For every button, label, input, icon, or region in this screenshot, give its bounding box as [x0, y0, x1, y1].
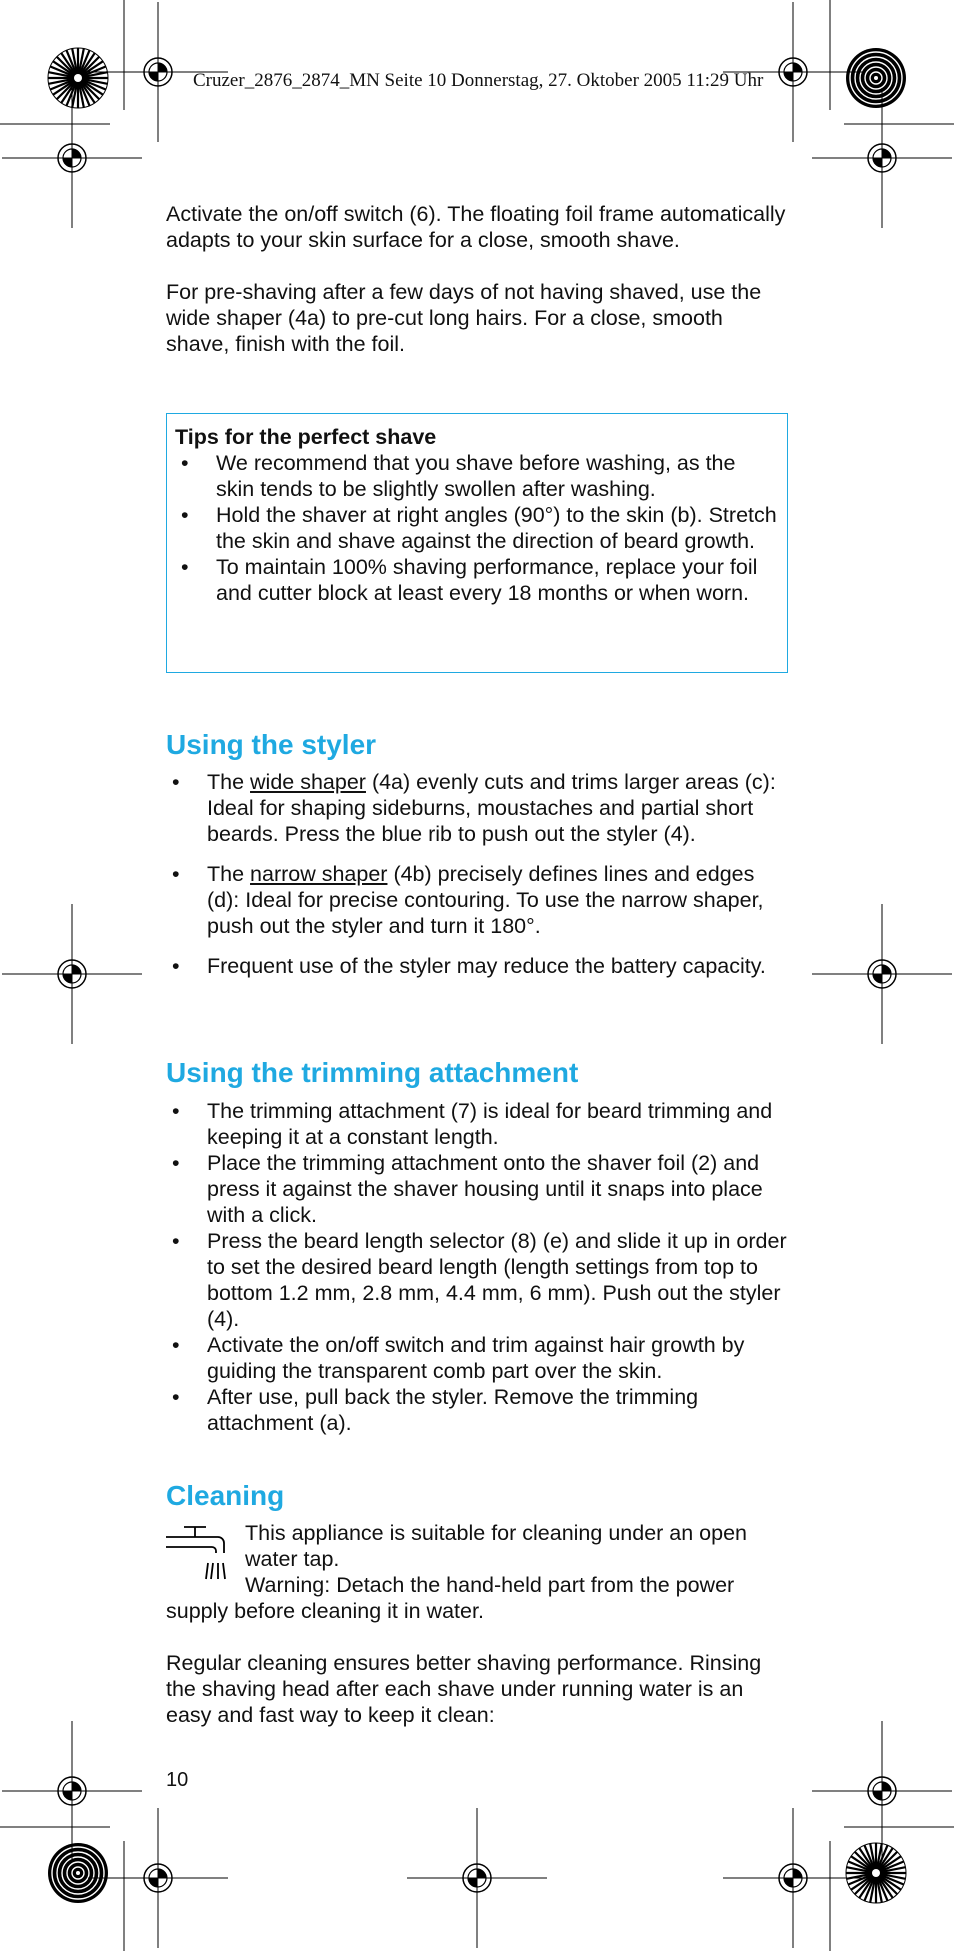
tips-title: Tips for the perfect shave — [175, 425, 437, 449]
intro-section — [166, 201, 791, 357]
list-item: • The narrow shaper (4b) precisely defines lines and edges (d): Ideal for precise contouring. To use the narrow shaper, push out the styler and turn it 180°. — [166, 861, 791, 939]
intro-paragraph-2: For pre-shaving after a few days of not having shaved, use the wide shaper (4a) to pre-cut long hairs. For a close, smooth shave, finish with the foil. — [166, 280, 762, 356]
list-item: • After use, pull back the styler. Remove the trimming attachment (a). — [166, 1384, 791, 1436]
list-item: • Press the beard length selector (8) (e) and slide it up in order to set the desired beard length (length settings from top to bottom 1.2 mm, 2.8 mm, 4.4 mm, 6 mm). Push out the styler (4). — [166, 1228, 791, 1332]
styler-section — [166, 769, 791, 979]
print-slug-header: Cruzer_2876_2874_MN Seite 10 Donnerstag, 27. Oktober 2005 11:29 Uhr — [193, 70, 764, 91]
cleaning-section — [166, 1520, 791, 1728]
cleaning-heading: Cleaning — [166, 1480, 285, 1511]
list-item: • The trimming attachment (7) is ideal for beard trimming and keeping it at a constant length. — [166, 1098, 791, 1150]
cleaning-line-3: Warning: Detach the hand-held part from the power — [245, 1573, 735, 1597]
list-item: • To maintain 100% shaving performance, replace your foil and cutter block at least every 18 months or when worn. — [175, 554, 779, 606]
narrow-shaper-term: narrow shaper — [250, 862, 388, 886]
styler-heading: Using the styler — [166, 729, 377, 760]
trimming-section — [166, 1098, 791, 1436]
intro-paragraph-1: Activate the on/off switch (6). The floating foil frame automatically adapts to your skin surface for a close, smooth shave. — [166, 202, 786, 252]
list-item: • Frequent use of the styler may reduce the battery capacity. — [166, 953, 791, 979]
list-item: • Place the trimming attachment onto the shaver foil (2) and press it against the shaver housing until it snaps into place with a click. — [166, 1150, 791, 1228]
styler-list — [166, 769, 791, 979]
trimming-heading: Using the trimming attachment — [166, 1057, 579, 1088]
list-item: • Activate the on/off switch and trim against hair growth by guiding the transparent comb part over the skin. — [166, 1332, 791, 1384]
tips-list — [175, 450, 779, 606]
cleaning-line-2: water tap. — [245, 1547, 340, 1571]
cleaning-line-4: supply before cleaning it in water. — [166, 1599, 484, 1623]
list-item: • We recommend that you shave before washing, as the skin tends to be slightly swollen after washing. — [175, 450, 779, 502]
cleaning-paragraph-2: Regular cleaning ensures better shaving performance. Rinsing the shaving head after each shave under running water is an easy and fast way to keep it clean: — [166, 1651, 762, 1727]
trimming-list — [166, 1098, 791, 1436]
wide-shaper-term: wide shaper — [250, 770, 366, 794]
list-item: • The wide shaper (4a) evenly cuts and trims larger areas (c): Ideal for shaping sideburns, moustaches and partial short beards. Press the blue rib to push out the styler (4). — [166, 769, 791, 847]
page-number: 10 — [166, 1769, 189, 1791]
cleaning-line-1: This appliance is suitable for cleaning under an open — [245, 1521, 747, 1545]
list-item: • Hold the shaver at right angles (90°) to the skin (b). Stretch the skin and shave against the direction of beard growth. — [175, 502, 779, 554]
tips-box — [166, 413, 788, 673]
